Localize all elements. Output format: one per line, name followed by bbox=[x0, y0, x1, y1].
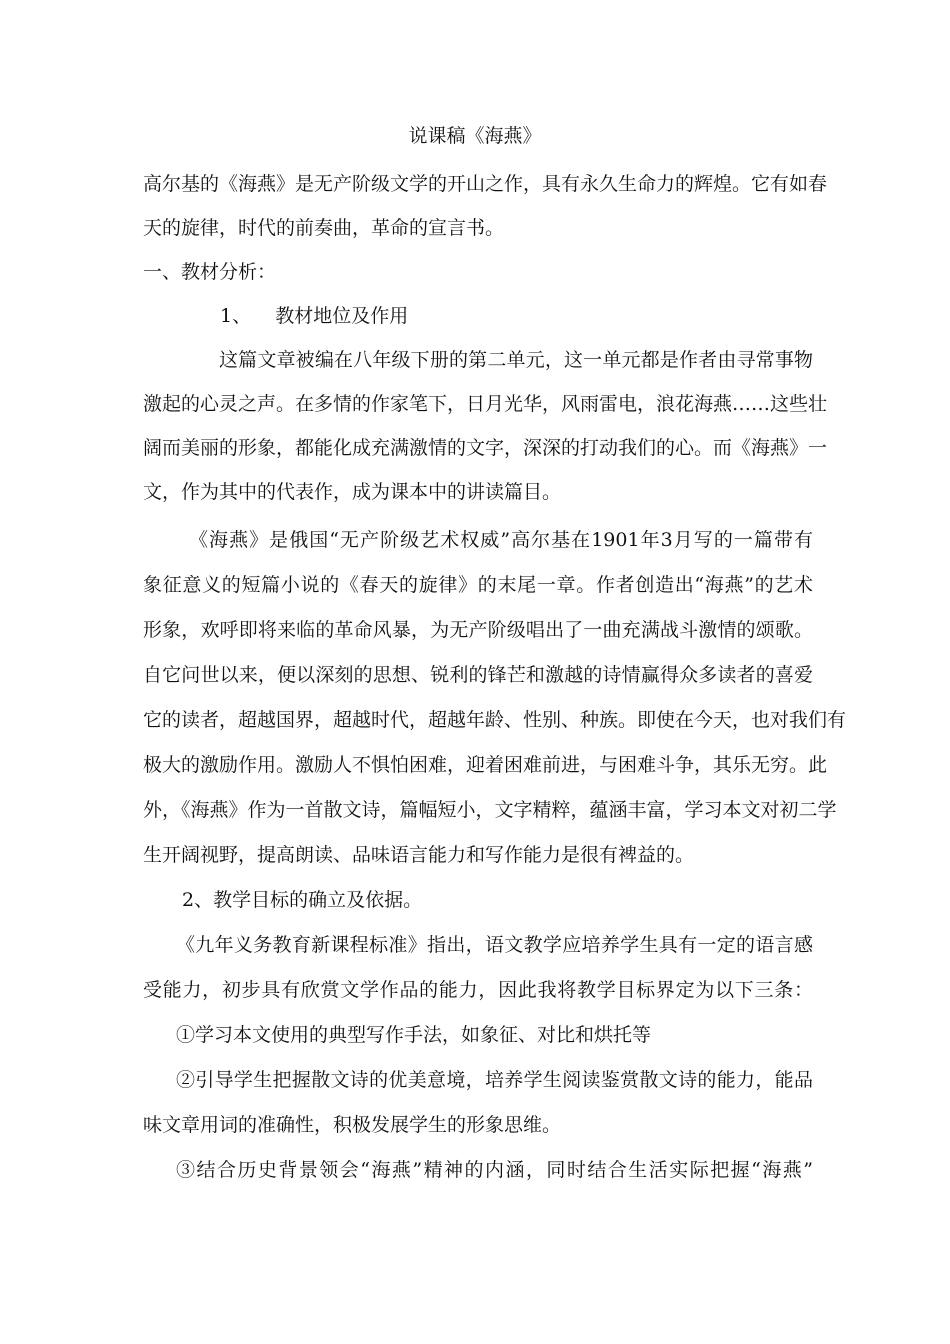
text-line: 天的旋律，时代的前奏曲，革命的宣言书。 bbox=[143, 217, 505, 239]
text-line: 形象，欢呼即将来临的革命风暴，为无产阶级唱出了一曲充满战斗激情的颂歌。 bbox=[143, 619, 813, 641]
text-line: 《海燕》是俄国“无产阶级艺术权威”高尔基在1901年3月写的一篇带有 bbox=[189, 529, 813, 551]
text-line: 高尔基的《海燕》是无产阶级文学的开山之作，具有永久生命力的辉煌。它有如春 bbox=[143, 173, 828, 195]
text-line: 生开阔视野，提高朗读、品味语言能力和写作能力是很有裨益的。 bbox=[143, 844, 695, 866]
text-line: 这篇文章被编在八年级下册的第二单元，这一单元都是作者由寻常事物 bbox=[219, 349, 813, 371]
text-line: 外，《海燕》作为一首散文诗，篇幅短小，文字精粹，蕴涵丰富，学习本文对初二学 bbox=[143, 799, 837, 821]
list-item: ①学习本文使用的典型写作手法，如象征、对比和烘托等 bbox=[176, 1024, 652, 1046]
text-line: 它的读者，超越国界，超越时代，超越年龄、性别、种族。即使在今天，也对我们有 bbox=[143, 709, 847, 731]
text-line: 自它问世以来，便以深刻的思想、锐利的锋芒和激越的诗情赢得众多读者的喜爱 bbox=[143, 664, 813, 686]
list-item: ②引导学生把握散文诗的优美意境，培养学生阅读鉴赏散文诗的能力，能品 bbox=[176, 1069, 813, 1091]
list-item: ③结合历史背景领会“海燕”精神的内涵，同时结合生活实际把握“海燕” bbox=[176, 1159, 813, 1181]
document-title: 说课稿《海燕》 bbox=[408, 125, 542, 147]
text-line: 文，作为其中的代表作，成为课本中的讲读篇目。 bbox=[143, 481, 562, 503]
text-line: 《九年义务教育新课程标准》指出，语文教学应培养学生具有一定的语言感 bbox=[176, 934, 813, 956]
text-line: 象征意义的短篇小说的《春天的旋律》的末尾一章。作者创造出“海燕”的艺术 bbox=[143, 574, 813, 596]
text-line: 极大的激励作用。激励人不惧怕困难，迎着困难前进，与困难斗争，其乐无穷。此 bbox=[143, 754, 828, 776]
subsection-heading: 1、 教材地位及作用 bbox=[220, 305, 409, 327]
text-line: 激起的心灵之声。在多情的作家笔下，日月光华，风雨雷电，浪花海燕……这些壮 bbox=[143, 393, 828, 415]
section-heading: 一、教材分析： bbox=[143, 261, 277, 283]
text-line: 味文章用词的准确性，积极发展学生的形象思维。 bbox=[143, 1114, 562, 1136]
text-line: 阔而美丽的形象，都能化成充满激情的文字，深深的打动我们的心。而《海燕》一 bbox=[143, 437, 828, 459]
text-line: 受能力，初步具有欣赏文学作品的能力，因此我将教学目标界定为以下三条： bbox=[143, 979, 813, 1001]
subsection-heading: 2、教学目标的确立及依据。 bbox=[182, 889, 423, 911]
